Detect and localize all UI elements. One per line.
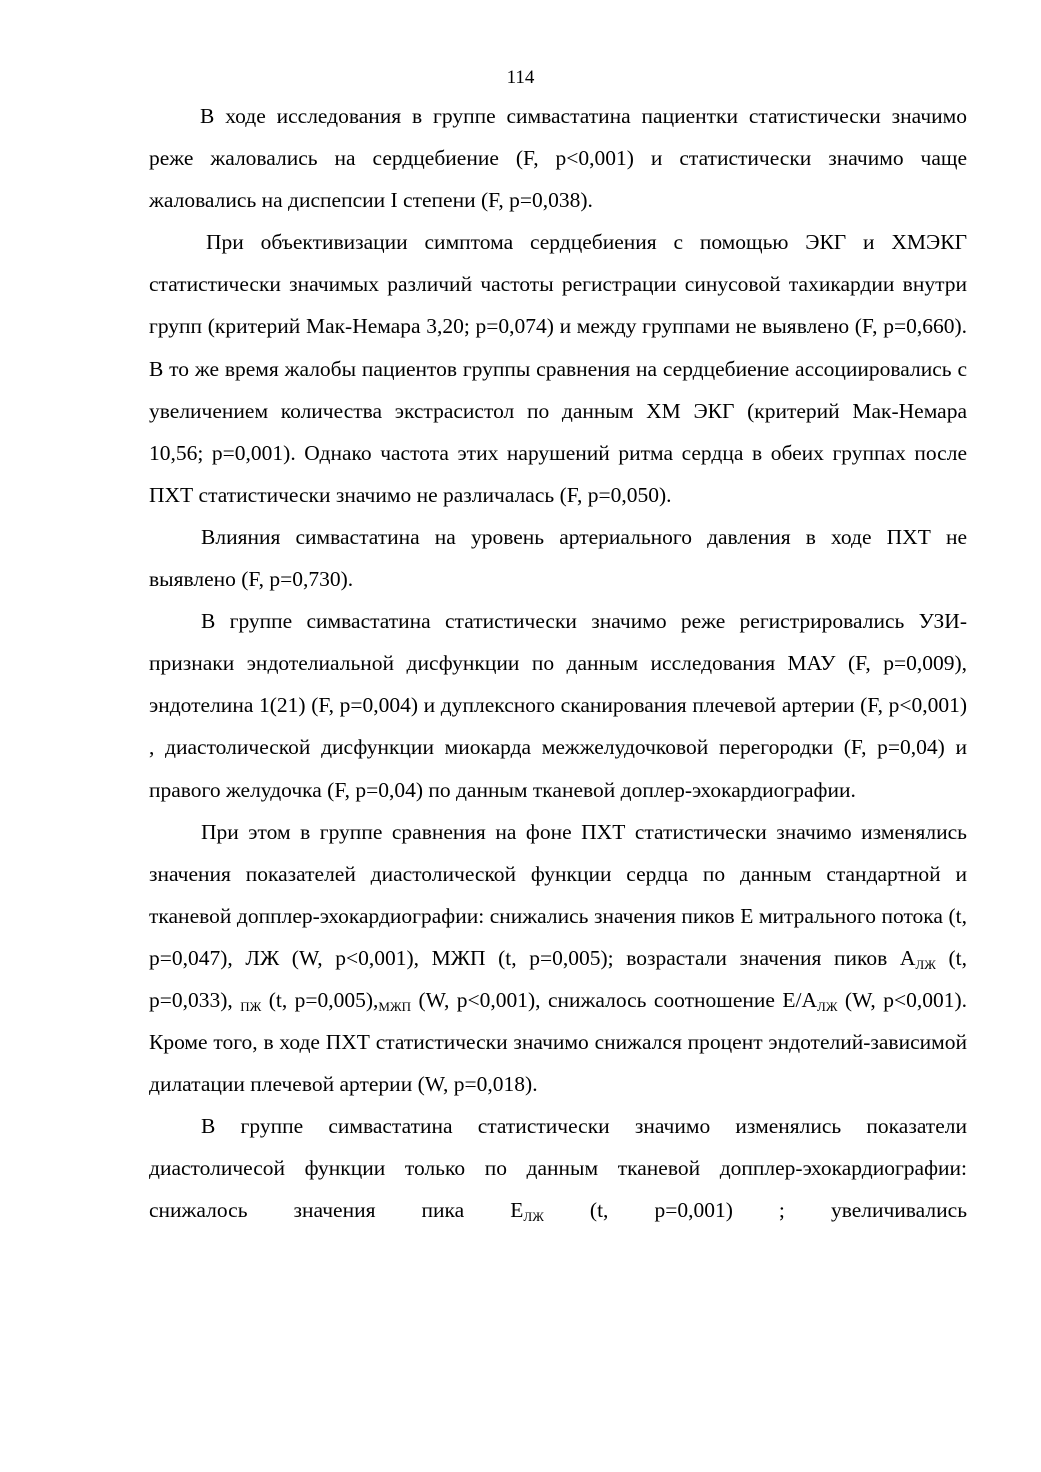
text-run: (t, p=0,005), [261,987,379,1012]
text-run: Влияния симвастатина на уровень артериального давления в ходе ПХТ не выявлено (F, p=0,730). [149,524,967,592]
subscript: МЖП [378,998,412,1014]
paragraph-3 [149,516,967,600]
paragraph-2 [149,221,967,516]
text-run: (t, p=0,001) ; увеличивались [543,1198,967,1223]
subscript: ЛЖ [817,998,838,1014]
text-run: (t, p=0,033), [149,945,967,1012]
text-run: При этом в группе сравнения на фоне ПХТ статистически значимо изменялись значения показателей диастолической функции сердца по данным стандартной и тканевой допплер-эхокардиографии: снижались значения пиков Е митрального потока (t, p=0,047), ЛЖ (W, p<0,001), МЖП (t, p=0,005); возрастали значения пиков А [149,819,967,970]
paragraph-1 [149,95,967,221]
paragraph-5 [149,811,967,1106]
text-run: В ходе исследования в группе симвастатина пациентки статистически значимо реже жаловались на сердцебиение (F, p<0,001) и статистически значимо чаще жаловались на диспепсии I степени (F, p=0,038). [149,104,967,213]
text-run: В группе симвастатина статистически значимо изменялись показатели диастоличесой функции только по данным тканевой допплер-эхокардиографии: снижалось значения пика Е [149,1114,967,1223]
paragraph-6 [149,1105,967,1231]
paragraph-4 [149,600,967,810]
subscript: ЛЖ [523,1209,544,1225]
text-run: В группе симвастатина статистически значимо реже регистрировались УЗИ-признаки эндотелиальной дисфункции по данным исследования МАУ (F, p=0,009), эндотелина 1(21) (F, p=0,004) и дуплексного сканирования плечевой артерии (F, p<0,001) , диастолической дисфункции миокарда межжелудочковой перегородки (F, p=0,04) и правого желудочка (F, p=0,04) по данным тканевой доплер-эхокардиографии. [149,609,967,802]
subscript: ЛЖ [915,956,936,972]
text-run: При объективизации симптома сердцебиения с помощью ЭКГ и ХМЭКГ статистически значимых различий частоты регистрации синусовой тахикардии внутри групп (критерий Мак-Немара 3,20; p=0,074) и между группами не выявлено (F, p=0,660). В то же время жалобы пациентов группы сравнения на сердцебиение ассоциировались с увеличением количества экстрасистол по данным ХМ ЭКГ (критерий Мак-Немара 10,56; p=0,001). Однако частота этих нарушений ритма сердца в обеих группах после ПХТ статистически значимо не различалась (F, p=0,050). [149,230,967,507]
page-number: 114 [506,67,535,88]
subscript: ПЖ [240,998,262,1014]
text-run: (W, p<0,001), снижалось соотношение Е/А [411,987,818,1012]
body-text [149,95,967,1232]
text-run: (W, p<0,001). Кроме того, в ходе ПХТ статистически значимо снижался процент эндотелий-зависимой дилатации плечевой артерии (W, p=0,018). [149,987,967,1097]
